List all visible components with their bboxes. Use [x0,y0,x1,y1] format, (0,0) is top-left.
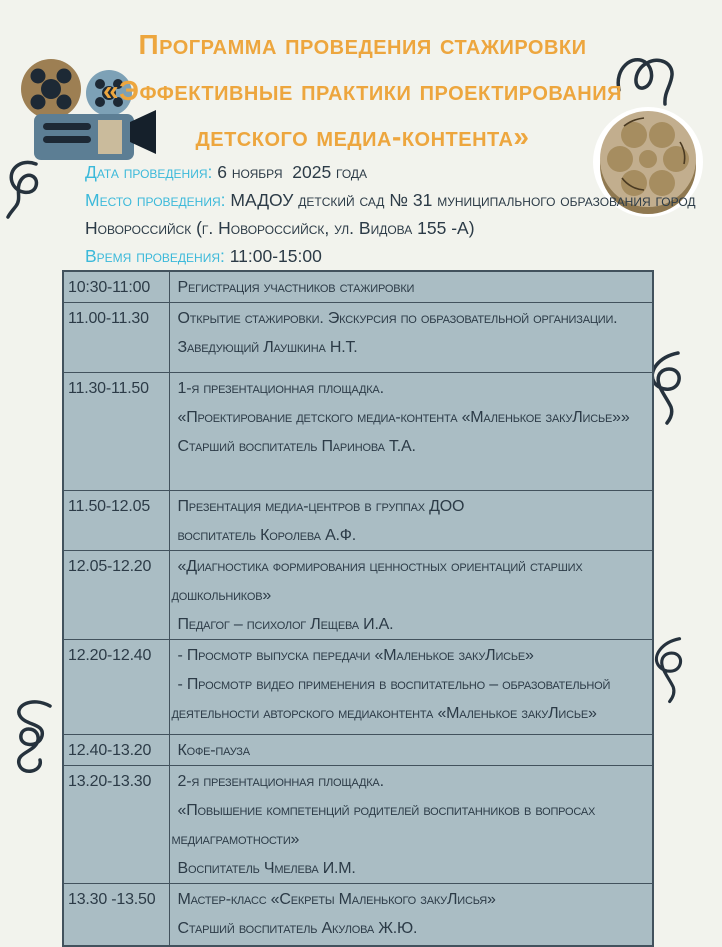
schedule-row [63,303,653,373]
event-cell [169,551,653,640]
event-paragraph: Педагог – психолог Лещева И.А. [177,616,394,633]
event-paragraph: «Диагностика формирования ценностных ориентаций старших дошкольников» [171,558,583,604]
schedule-row [63,640,653,735]
meta-line-1 [85,186,703,242]
schedule-row [63,491,653,551]
schedule-row [63,373,653,491]
meta-label: Дата проведения: [85,162,213,182]
event-paragraph: Кофе-пауза [177,742,250,759]
event-meta [85,158,703,270]
page-title-line1: Программа проведения стажировки [138,29,587,60]
meta-label: Время проведения: [85,246,225,266]
event-cell [169,884,653,946]
time-cell: 11.50-12.05 [63,491,169,551]
event-cell [169,766,653,884]
schedule-body [63,271,653,946]
event-paragraph: Регистрация участников стажировки [177,279,415,296]
schedule-row [63,551,653,640]
page-title [30,22,695,160]
event-paragraph: Презентация медиа-центров в группах ДОО [177,498,465,515]
page-title-line2: «Эффективные практики проектирования [102,75,622,106]
schedule-row [63,884,653,946]
event-paragraph: Воспитатель Чмелева И.М. [177,860,356,877]
event-paragraph: - Просмотр выпуска передачи «Маленькое закуЛисье» [177,647,534,664]
event-paragraph: Заведующий Лаушкина Н.Т. [177,339,358,356]
event-paragraph: 1-я презентационная площадка. [177,380,384,397]
event-cell [169,303,653,373]
event-paragraph: - Просмотр видео применения в воспитательно – образовательной деятельности авторского медиаконтента «Маленькое закуЛисье» [171,676,611,722]
schedule-row [63,735,653,766]
meta-value: 6 ноября 2025 года [212,162,368,182]
event-cell [169,271,653,303]
meta-value: МАДОУ детский сад № 31 муниципального образования город Новороссийск (г. Новороссийск, ул. Видова 155 -А) [85,190,701,238]
doodle-bottom-left-coil-icon [8,698,60,796]
schedule-row [63,766,653,884]
meta-value: 11:00-15:00 [224,246,322,266]
event-paragraph: Старший воспитатель Паринова Т.А. [177,438,416,455]
event-cell [169,491,653,551]
time-cell: 12.05-12.20 [63,551,169,640]
time-cell: 12.40-13.20 [63,735,169,766]
schedule-table-wrap [62,270,652,947]
event-paragraph: Старший воспитатель Акулова Ж.Ю. [177,920,418,937]
time-cell: 10:30-11:00 [63,271,169,303]
meta-line-2 [85,242,703,270]
meta-line-0 [85,158,703,186]
event-paragraph: воспитатель Королева А.Ф. [177,527,356,544]
time-cell: 12.20-12.40 [63,640,169,735]
event-cell [169,735,653,766]
event-paragraph: «Повышение компетенций родителей воспитанников в вопросах медиаграмотности» [171,802,596,848]
time-cell: 11.00-11.30 [63,303,169,373]
page-title-line3: детского медиа-контента» [195,121,530,152]
event-paragraph: Мастер-класс «Секреты Маленького закуЛисья» [177,891,496,908]
time-cell: 13.20-13.30 [63,766,169,884]
event-cell [169,373,653,491]
schedule-row [63,271,653,303]
doodle-left-curl-icon [6,160,51,222]
time-cell: 11.30-11.50 [63,373,169,491]
doodle-right-loop-lower-icon [648,636,703,706]
schedule-table [62,270,654,947]
doodle-right-loop-upper-icon [646,350,701,428]
event-paragraph: «Проектирование детского медиа-контента «Маленькое закуЛисье»» [177,409,630,426]
event-paragraph: Открытие стажировки. Экскурсия по образовательной организации. [177,310,618,327]
time-cell: 13.30 -13.50 [63,884,169,946]
meta-label: Место проведения: [85,190,226,210]
event-paragraph: 2-я презентационная площадка. [177,773,384,790]
event-cell [169,640,653,735]
